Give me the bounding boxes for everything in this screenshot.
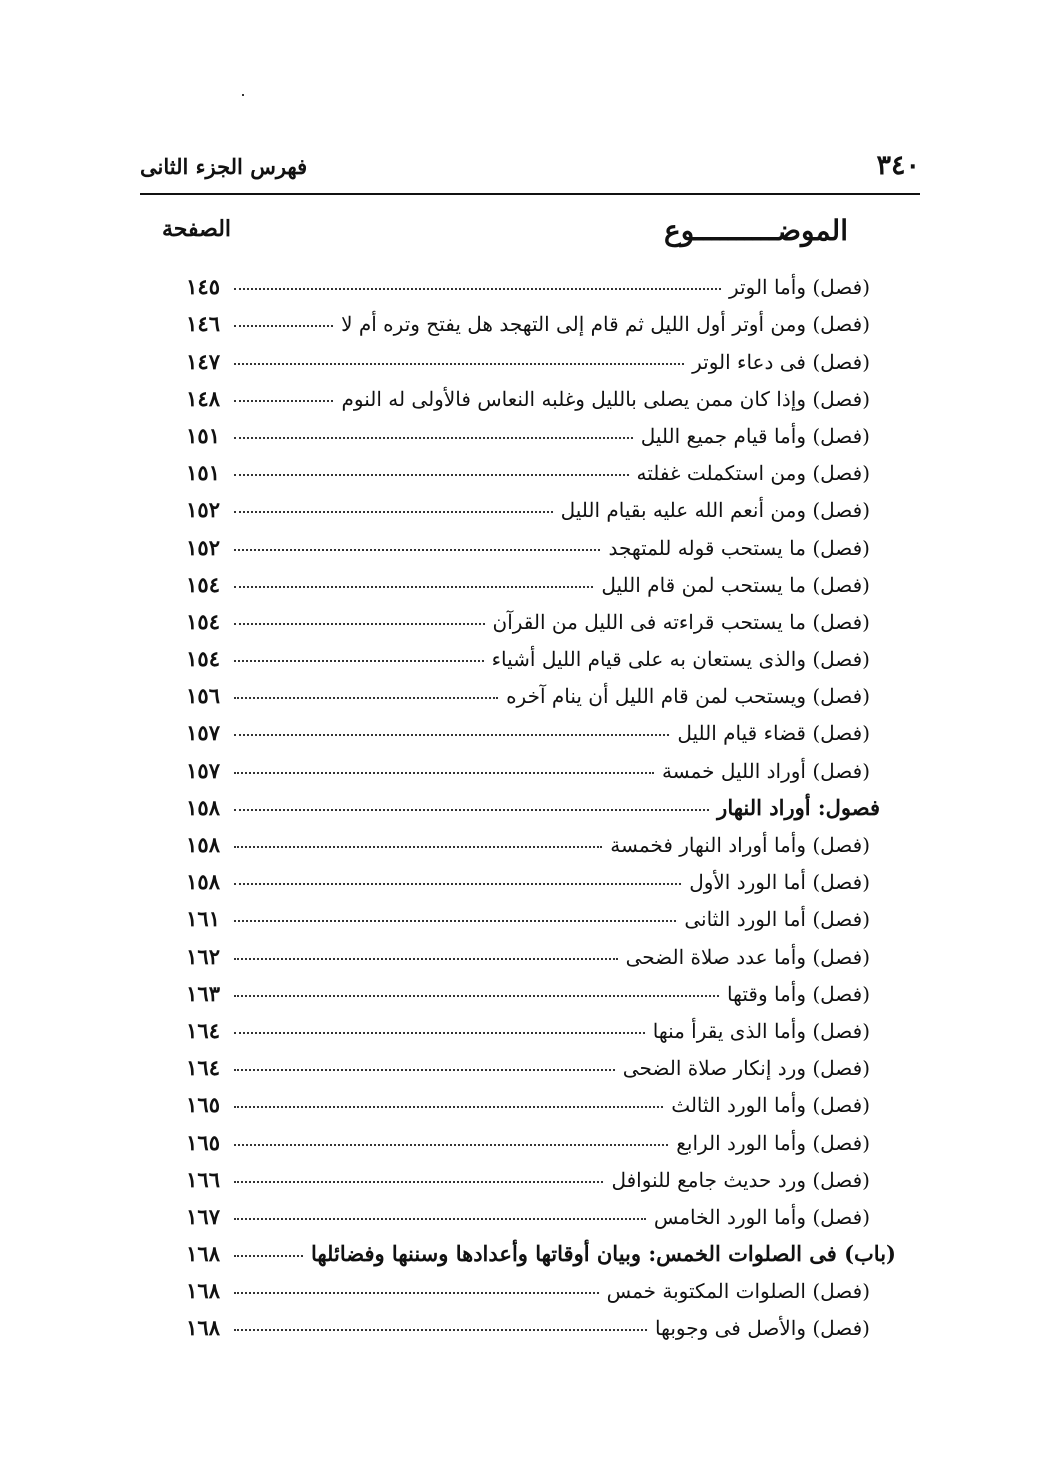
dot-leader: [234, 883, 681, 885]
toc-page-number: ١٥١: [186, 460, 220, 486]
toc-entry-title: (فصل) والذى يستعان به على قيام الليل أشياء: [491, 647, 870, 672]
toc-entry-title: (فصل) ما يستحب قراءته فى الليل من القرآن: [492, 609, 870, 634]
toc-page-number: ١٦٨: [186, 1315, 220, 1341]
toc-entry: [160, 374, 870, 411]
toc-entry-title: (فصل) والأصل فى وجوبها: [655, 1316, 870, 1341]
table-of-contents: [160, 262, 896, 1341]
toc-entry-title: (فصل) فى دعاء الوتر: [692, 349, 870, 374]
toc-entry-title: (فصل) وأما الورد الخامس: [653, 1204, 870, 1229]
dot-leader: [234, 511, 553, 513]
dot-leader: [234, 586, 593, 588]
toc-page-number: ١٥٨: [186, 869, 220, 895]
toc-entry-title: (فصل) الصلوات المكتوبة خمس: [606, 1279, 870, 1304]
toc-entry: [160, 597, 870, 634]
toc-page-number: ١٥١: [186, 422, 220, 448]
toc-entry-title: (فصل) وأما عدد صلاة الضحى: [625, 944, 870, 969]
toc-entry-title: (فصل) ومن أنعم الله عليه بقيام الليل: [560, 498, 870, 523]
dot-leader: [234, 363, 684, 365]
toc-entry: [160, 1043, 870, 1080]
header-rule: [140, 193, 920, 195]
dot-leader: [234, 1292, 599, 1294]
toc-page-number: ١٥٦: [186, 683, 220, 709]
toc-entry-title: (فصل) ومن أوتر أول الليل ثم قام إلى التهجد هل يفتح وتره أم لا: [341, 312, 870, 337]
toc-entry: [160, 1192, 870, 1229]
toc-page-number: ١٦٥: [186, 1129, 220, 1155]
toc-page-number: ١٥٤: [186, 571, 220, 597]
toc-page-number: ١٥٧: [186, 757, 220, 783]
toc-page-number: ١٦٣: [186, 980, 220, 1006]
dot-leader: [234, 1106, 663, 1108]
toc-entry: [160, 1006, 870, 1043]
dot-leader: [234, 474, 629, 476]
toc-entry-title: (فصل) ويستحب لمن قام الليل أن ينام آخره: [506, 684, 870, 709]
dot-leader: [234, 325, 333, 327]
page-number: ٣٤٠: [876, 150, 920, 181]
toc-entry-title: (فصل) وأما الوتر: [729, 275, 870, 300]
toc-page-number: ١٥٢: [186, 497, 220, 523]
dot-leader: [234, 288, 721, 290]
toc-entry-title: (فصل) ما يستحب قوله للمتهجد: [608, 535, 870, 560]
toc-section-heading: [160, 1229, 896, 1267]
toc-page-number: ١٥٢: [186, 534, 220, 560]
toc-page-number: ١٦٥: [186, 1092, 220, 1118]
dot-leader: [234, 772, 654, 774]
toc-entry-title: (فصل) أوراد الليل خمسة: [661, 758, 870, 783]
dot-leader: [234, 1218, 646, 1220]
toc-entry-title: (فصل) ورد حديث جامع للنوافل: [611, 1167, 870, 1192]
toc-page-number: ١٦٦: [186, 1166, 220, 1192]
toc-page-number: ١٦٧: [186, 1203, 220, 1229]
toc-entry-title: (فصل) وأما الورد الرابع: [676, 1130, 870, 1155]
dot-leader: [234, 437, 633, 439]
print-speck: [242, 94, 244, 96]
toc-entry: [160, 634, 870, 671]
toc-entry-title: (فصل) وأما وقتها: [727, 981, 870, 1006]
dot-leader: [234, 995, 719, 997]
dot-leader: [234, 809, 709, 811]
toc-entry: [160, 1266, 870, 1303]
dot-leader: [234, 846, 602, 848]
toc-entry: [160, 745, 870, 782]
toc-entry: [160, 969, 870, 1006]
toc-entry-title: (فصل) ومن استكملت غفلته: [636, 461, 870, 486]
toc-entry: [160, 931, 870, 968]
toc-entry: [160, 894, 870, 931]
toc-entry: [160, 522, 870, 559]
toc-entry-title: (فصل) وإذا كان ممن يصلى بالليل وغلبه النعاس فالأولى له النوم: [341, 386, 870, 411]
toc-entry: [160, 1117, 870, 1154]
dot-leader: [234, 1329, 647, 1331]
toc-page-number: ١٤٥: [186, 274, 220, 300]
toc-entry-title: (فصل) ما يستحب لمن قام الليل: [601, 572, 870, 597]
running-head: [140, 148, 920, 188]
toc-page-number: ١٥٧: [186, 720, 220, 746]
toc-entry-title: (فصل) وأما الذى يقرأ منها: [652, 1018, 870, 1043]
dot-leader: [234, 660, 484, 662]
toc-page-number: ١٦٨: [186, 1278, 220, 1304]
column-headings: [140, 214, 920, 260]
toc-entry: [160, 448, 870, 485]
dot-leader: [234, 1144, 668, 1146]
toc-entry: [160, 262, 870, 299]
dot-leader: [234, 1181, 603, 1183]
toc-entry: [160, 857, 870, 894]
dot-leader: [234, 549, 600, 551]
toc-entry-title: (فصل) وأما أوراد النهار فخمسة: [610, 833, 870, 857]
toc-entry: [160, 336, 870, 373]
dot-leader: [234, 697, 498, 699]
dot-leader: [234, 734, 669, 736]
toc-entry: [160, 411, 870, 448]
toc-page-number: ١٥٨: [186, 794, 220, 820]
toc-entry: [160, 708, 870, 745]
dot-leader: [234, 920, 676, 922]
toc-entry-title: (فصل) أما الورد الثانى: [684, 907, 870, 932]
dot-leader: [234, 623, 485, 625]
toc-entry-title: (فصل) ورد إنكار صلاة الضحى: [622, 1056, 870, 1081]
toc-page-number: ١٦٤: [186, 1055, 220, 1081]
toc-page-number: ١٦٨: [186, 1241, 220, 1267]
toc-entry: [160, 485, 870, 522]
toc-page-number: ١٤٨: [186, 385, 220, 411]
toc-entry-title: (فصل) أما الورد الأول: [689, 870, 870, 895]
toc-entry-title: (فصل) وأما قيام جميع الليل: [640, 423, 870, 448]
toc-entry: [160, 820, 870, 857]
topic-column-heading: الموضــــــــــوع: [664, 214, 848, 247]
dot-leader: [234, 1069, 615, 1071]
toc-entry: [160, 1080, 870, 1117]
toc-entry: [160, 1303, 870, 1340]
page-column-heading: الصفحة: [162, 216, 232, 242]
toc-page-number: ١٥٤: [186, 608, 220, 634]
toc-entry-title: فصول: أوراد النهار: [717, 794, 880, 820]
toc-page-number: ١٤٧: [186, 348, 220, 374]
toc-entry-title: (فصل) وأما الورد الثالث: [671, 1093, 870, 1118]
toc-page-number: ١٥٤: [186, 646, 220, 672]
toc-page-number: ١٦٢: [186, 943, 220, 969]
dot-leader: [234, 1032, 645, 1034]
toc-entry: [160, 1155, 870, 1192]
toc-entry-title: (باب) فى الصلوات الخمس: وبيان أوقاتها وأعدادها وسننها وفضائلها: [310, 1241, 896, 1267]
toc-page-number: ١٦١: [186, 906, 220, 932]
toc-section-heading: [160, 783, 880, 820]
toc-page-number: ١٦٤: [186, 1017, 220, 1043]
dot-leader: [234, 958, 618, 960]
dot-leader: [234, 1255, 303, 1257]
toc-page-number: ١٤٦: [186, 311, 220, 337]
running-title: فهرس الجزء الثانى: [140, 154, 308, 179]
toc-page-number: ١٥٨: [186, 832, 220, 857]
dot-leader: [234, 400, 333, 402]
toc-entry: [160, 299, 870, 336]
toc-entry: [160, 671, 870, 708]
toc-entry: [160, 560, 870, 597]
toc-entry-title: (فصل) قضاء قيام الليل: [677, 721, 870, 746]
